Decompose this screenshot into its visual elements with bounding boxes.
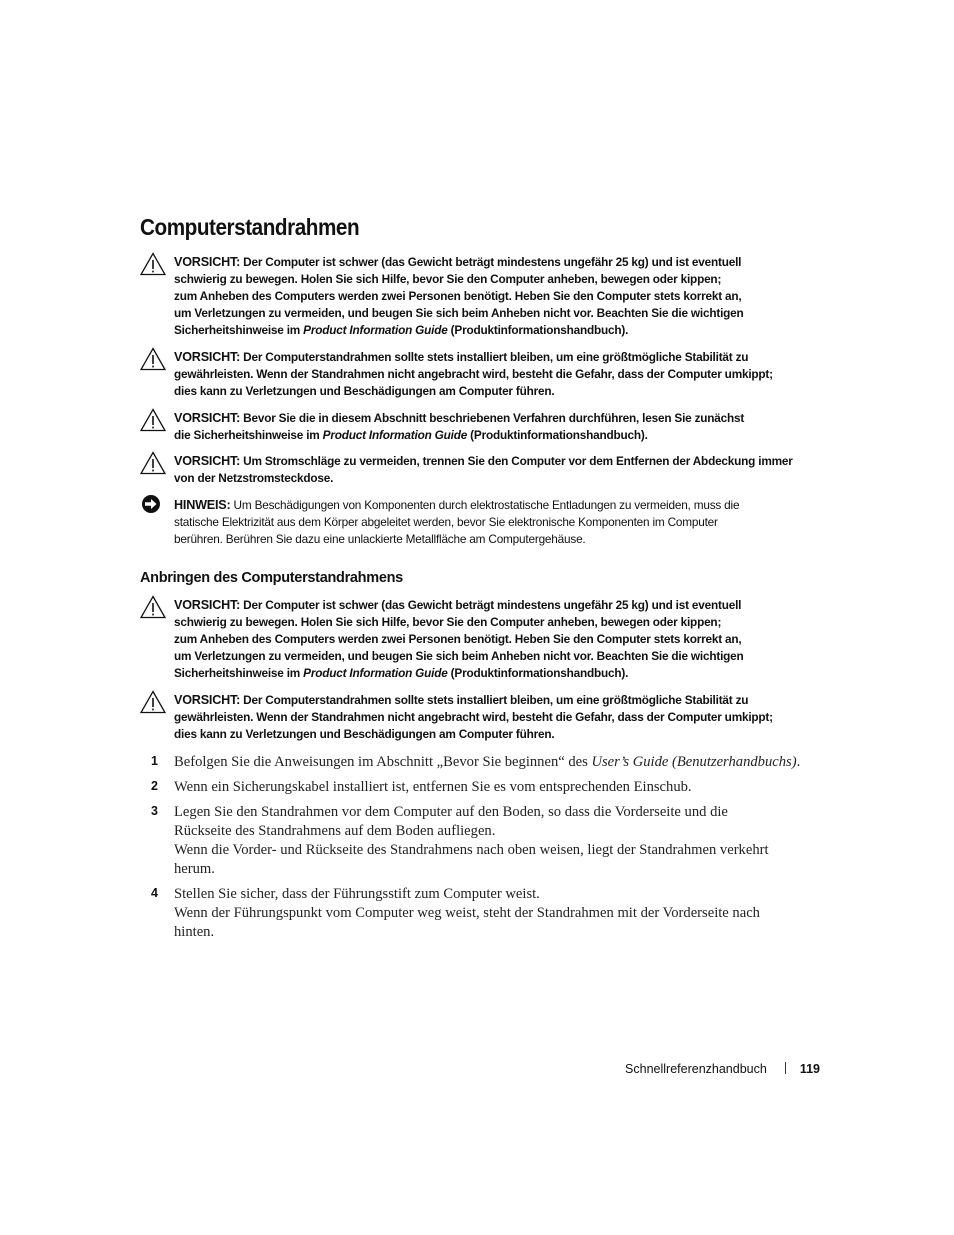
step-list [140,753,830,948]
notice-line: berühren. Berühren Sie dazu eine unlackierte Metallfläche am Computergehäuse. [174,532,586,546]
caution-notice [140,597,830,682]
notice-label: VORSICHT: [174,411,241,425]
footer-divider [785,1062,786,1074]
notice-label: VORSICHT: [174,693,241,707]
step-text: Wenn ein Sicherungskabel installiert ist, entfernen Sie es vom entsprechenden Einschub. [174,779,692,795]
step-text: . [796,754,801,770]
warning-triangle-icon [140,408,166,432]
notice-line: (Produktinformationshandbuch). [467,428,648,442]
step-text: Rückseite des Standrahmens auf dem Boden aufliegen. [174,823,496,839]
notice-label: VORSICHT: [174,598,241,612]
notice-line: gewährleisten. Wenn der Standrahmen nicht angebracht wird, besteht die Gefahr, dass der Computer umkippt; [174,710,773,724]
step-number: 4 [151,886,158,900]
warning-triangle-icon [140,347,166,371]
notice-arrow-icon [140,495,166,519]
notice-line: dies kann zu Verletzungen und Beschädigungen am Computer führen. [174,384,555,398]
guide-title: User’s Guide (Benutzerhandbuchs) [591,754,797,770]
warning-triangle-icon [140,252,166,276]
list-item [140,803,830,879]
section-heading: Anbringen des Computerstandrahmens [140,570,403,586]
notice-line: Um Beschädigungen von Komponenten durch elektrostatische Entladungen zu vermeiden, muss die [233,498,740,512]
guide-title: Product Information Guide [303,323,448,337]
warning-triangle-icon [140,595,166,619]
notice-line: (Produktinformationshandbuch). [447,323,629,337]
notice-label: VORSICHT: [174,255,241,269]
notice-line: Der Computer ist schwer (das Gewicht beträgt mindestens ungefähr 25 kg) und ist eventuell [243,598,742,612]
step-text: Legen Sie den Standrahmen vor dem Computer auf den Boden, so dass die Vorderseite und die [174,804,728,820]
notice-label: VORSICHT: [174,454,241,468]
book-title: Schnellreferenzhandbuch [625,1062,767,1076]
notice-line: Der Computerstandrahmen sollte stets installiert bleiben, um eine größtmögliche Stabilität zu [243,350,749,364]
list-item [140,778,830,797]
caution-notice [140,410,830,444]
notice-line: statische Elektrizität aus dem Körper abgeleitet werden, bevor Sie elektronische Komponenten im Computer [174,515,718,529]
notice-line: Der Computerstandrahmen sollte stets installiert bleiben, um eine größtmögliche Stabilität zu [243,693,749,707]
caution-notice [140,254,830,339]
step-text: hinten. [174,924,215,940]
notice-line: schwierig zu bewegen. Holen Sie sich Hilfe, bevor Sie den Computer anheben, bewegen oder kippen; [174,615,722,629]
page-footer [625,1062,820,1076]
notice-line: Sicherheitshinweise im [174,323,304,337]
step-text: Befolgen Sie die Anweisungen im Abschnitt „Bevor Sie beginnen“ des [174,754,592,770]
notice-line: Der Computer ist schwer (das Gewicht beträgt mindestens ungefähr 25 kg) und ist eventuell [243,255,742,269]
page-title: Computerstandrahmen [140,214,360,240]
notice-line: zum Anheben des Computers werden zwei Personen benötigt. Heben Sie den Computer stets korrekt an, [174,632,742,646]
notice-line: um Verletzungen zu vermeiden, und beugen Sie sich beim Anheben nicht vor. Beachten Sie die wichtigen [174,649,744,663]
step-text: herum. [174,861,215,877]
notice-line: (Produktinformationshandbuch). [447,666,629,680]
notice-line: Sicherheitshinweise im [174,666,304,680]
notice-label: VORSICHT: [174,350,241,364]
step-number: 3 [151,804,158,818]
notice-line: schwierig zu bewegen. Holen Sie sich Hilfe, bevor Sie den Computer anheben, bewegen oder kippen; [174,272,722,286]
notice-line: von der Netzstromsteckdose. [174,471,334,485]
step-text: Wenn die Vorder- und Rückseite des Standrahmens nach oben weisen, liegt der Standrahmen verkehrt [174,842,769,858]
list-item [140,753,830,772]
notice-line: zum Anheben des Computers werden zwei Personen benötigt. Heben Sie den Computer stets korrekt an, [174,289,742,303]
list-item [140,885,830,942]
step-text: Stellen Sie sicher, dass der Führungsstift zum Computer weist. [174,886,540,902]
warning-triangle-icon [140,451,166,475]
hint-notice [140,497,830,548]
warning-triangle-icon [140,690,166,714]
step-text: Wenn der Führungspunkt vom Computer weg weist, steht der Standrahmen mit der Vorderseite nach [174,905,760,921]
notice-label: HINWEIS: [174,498,231,512]
guide-title: Product Information Guide [303,666,448,680]
notice-line: um Verletzungen zu vermeiden, und beugen Sie sich beim Anheben nicht vor. Beachten Sie die wichtigen [174,306,744,320]
caution-notice [140,349,830,400]
page-number: 119 [799,1062,820,1076]
notice-line: Um Stromschläge zu vermeiden, trennen Sie den Computer vor dem Entfernen der Abdeckung immer [243,454,793,468]
notice-line: die Sicherheitshinweise im [174,428,323,442]
notice-line: gewährleisten. Wenn der Standrahmen nicht angebracht wird, besteht die Gefahr, dass der Computer umkippt; [174,367,773,381]
step-number: 2 [151,779,158,793]
guide-title: Product Information Guide [322,428,468,442]
step-number: 1 [151,754,158,768]
caution-notice [140,692,830,743]
notice-line: Bevor Sie die in diesem Abschnitt beschriebenen Verfahren durchführen, lesen Sie zunächst [243,411,745,425]
caution-notice [140,453,830,487]
notice-line: dies kann zu Verletzungen und Beschädigungen am Computer führen. [174,727,555,741]
